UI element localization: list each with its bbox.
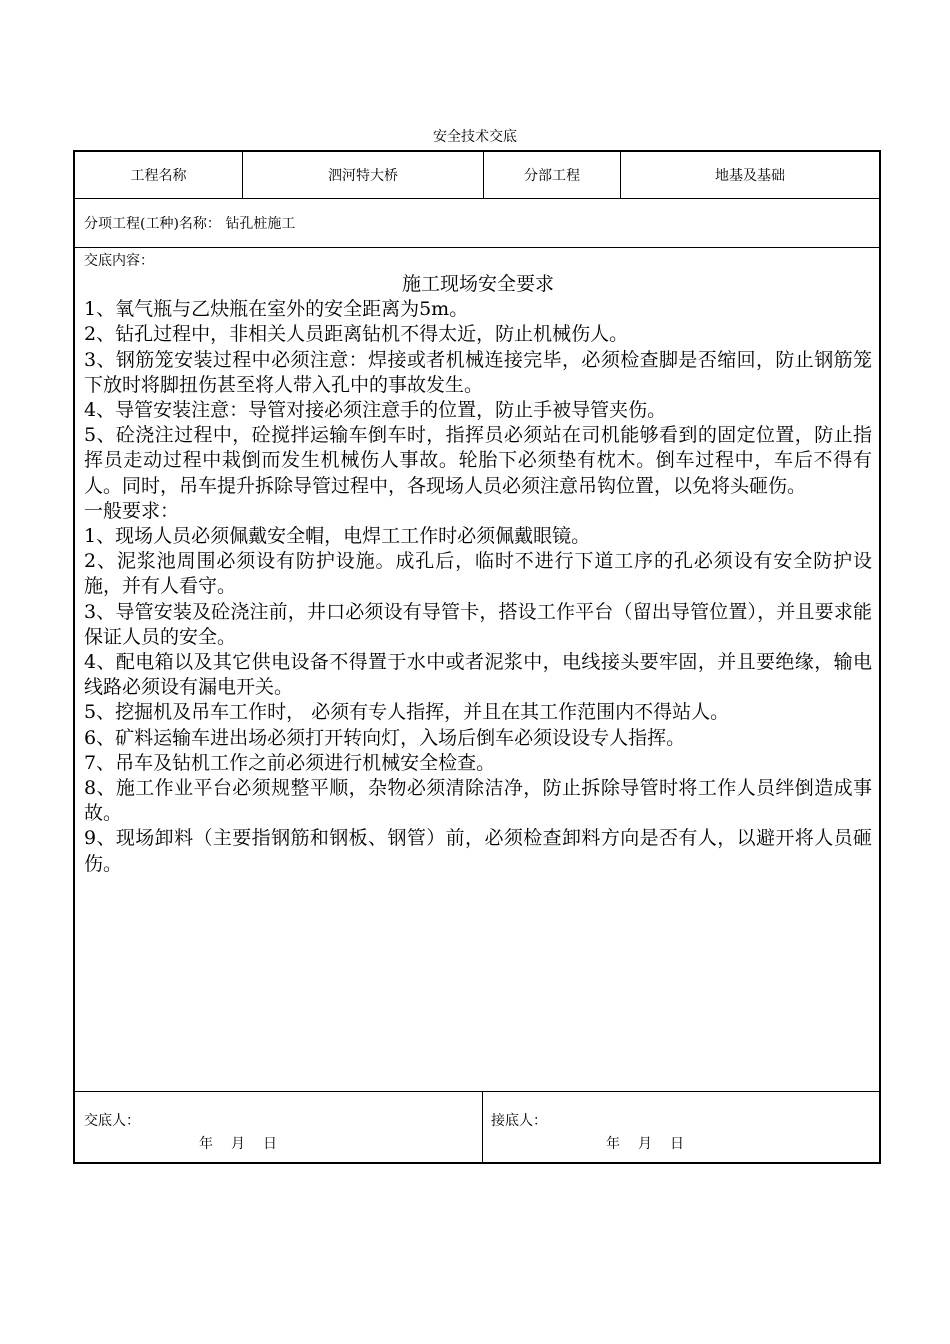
content-paragraph: 1、现场人员必须佩戴安全帽，电焊工工作时必须佩戴眼镜。 (84, 525, 591, 548)
row2-bottom-border (75, 247, 879, 248)
date-day: 日 (263, 1136, 277, 1152)
sub-item-name: 分项工程(工种)名称： 钻孔桩施工 (84, 216, 296, 232)
date-day: 日 (670, 1136, 684, 1152)
disclosure-form (73, 150, 881, 1164)
receiver-date (606, 1133, 702, 1153)
content-paragraph: 4、导管安装注意：导管对接必须注意手的位置，防止手被导管夹伤。 (84, 399, 667, 422)
content-paragraph: 9、现场卸料（主要指钢筋和钢板、钢管）前，必须检查卸料方向是否有人，以避开将人员砸伤。 (84, 827, 872, 875)
date-year: 年 (606, 1136, 620, 1152)
content-paragraph: 4、配电箱以及其它供电设备不得置于水中或者泥浆中，电线接头要牢固，并且要绝缘，输电线路必须设有漏电开关。 (84, 651, 872, 699)
content-body (84, 272, 872, 877)
row1-divider-3 (620, 152, 621, 198)
content-paragraph: 3、导管安装及砼浇注前，井口必须设有导管卡，搭设工作平台（留出导管位置），并且要求能保证人员的安全。 (84, 600, 872, 648)
content-paragraph: 1、氧气瓶与乙炔瓶在室外的安全距离为5m。 (84, 298, 469, 321)
content-paragraph: 7、吊车及钻机工作之前必须进行机械安全检查。 (84, 751, 496, 774)
content-paragraph: 6、矿料运输车进出场必须打开转向灯，入场后倒车必须设设专人指挥。 (84, 726, 686, 749)
row1-divider-1 (242, 152, 243, 198)
content-label: 交底内容： (84, 253, 154, 269)
content-paragraph: 8、施工作业平台必须规整平顺，杂物必须清除洁净，防止拆除导管时将工作人员绊倒造成事故。 (84, 777, 872, 825)
row1-divider-2 (483, 152, 484, 198)
project-name-label: 工程名称 (130, 168, 187, 184)
content-paragraph: 5、挖掘机及吊车工作时， 必须有专人指挥，并且在其工作范围内不得站人。 (84, 701, 730, 724)
content-paragraph: 3、钢筋笼安装过程中必须注意：焊接或者机械连接完毕，必须检查脚是否缩回，防止钢筋笼下放时将脚扭伤甚至将人带入孔中的事故发生。 (84, 348, 872, 396)
date-year: 年 (199, 1136, 213, 1152)
division-label: 分部工程 (524, 168, 580, 184)
discloser-label: 交底人： (84, 1113, 140, 1129)
section-title: 施工现场安全要求 (401, 273, 554, 295)
discloser-date (199, 1133, 295, 1153)
date-month: 月 (231, 1136, 245, 1152)
row3-bottom-border (75, 1091, 879, 1092)
general-requirements-heading: 一般要求： (84, 499, 180, 522)
content-paragraph: 2、钻孔过程中，非相关人员距离钻机不得太近，防止机械伤人。 (84, 323, 629, 346)
document-title: 安全技术交底 (433, 129, 517, 145)
date-month: 月 (638, 1136, 652, 1152)
content-paragraph: 2、泥浆池周围必须设有防护设施。成孔后，临时不进行下道工序的孔必须设有安全防护设施，并有人看守。 (84, 550, 872, 598)
project-name-value: 泗河特大桥 (328, 168, 398, 184)
receiver-label: 接底人： (491, 1113, 547, 1129)
content-paragraph: 5、砼浇注过程中，砼搅拌运输车倒车时，指挥员必须站在司机能够看到的固定位置，防止指挥员走动过程中栽倒而发生机械伤人事故。轮胎下必须垫有枕木。倒车过程中，车后不得有人。同时，吊车提升拆除导管过程中，各现场人员必须注意吊钩位置，以免将头砸伤。 (84, 424, 872, 497)
signature-divider (482, 1091, 483, 1162)
division-value: 地基及基础 (715, 168, 785, 184)
